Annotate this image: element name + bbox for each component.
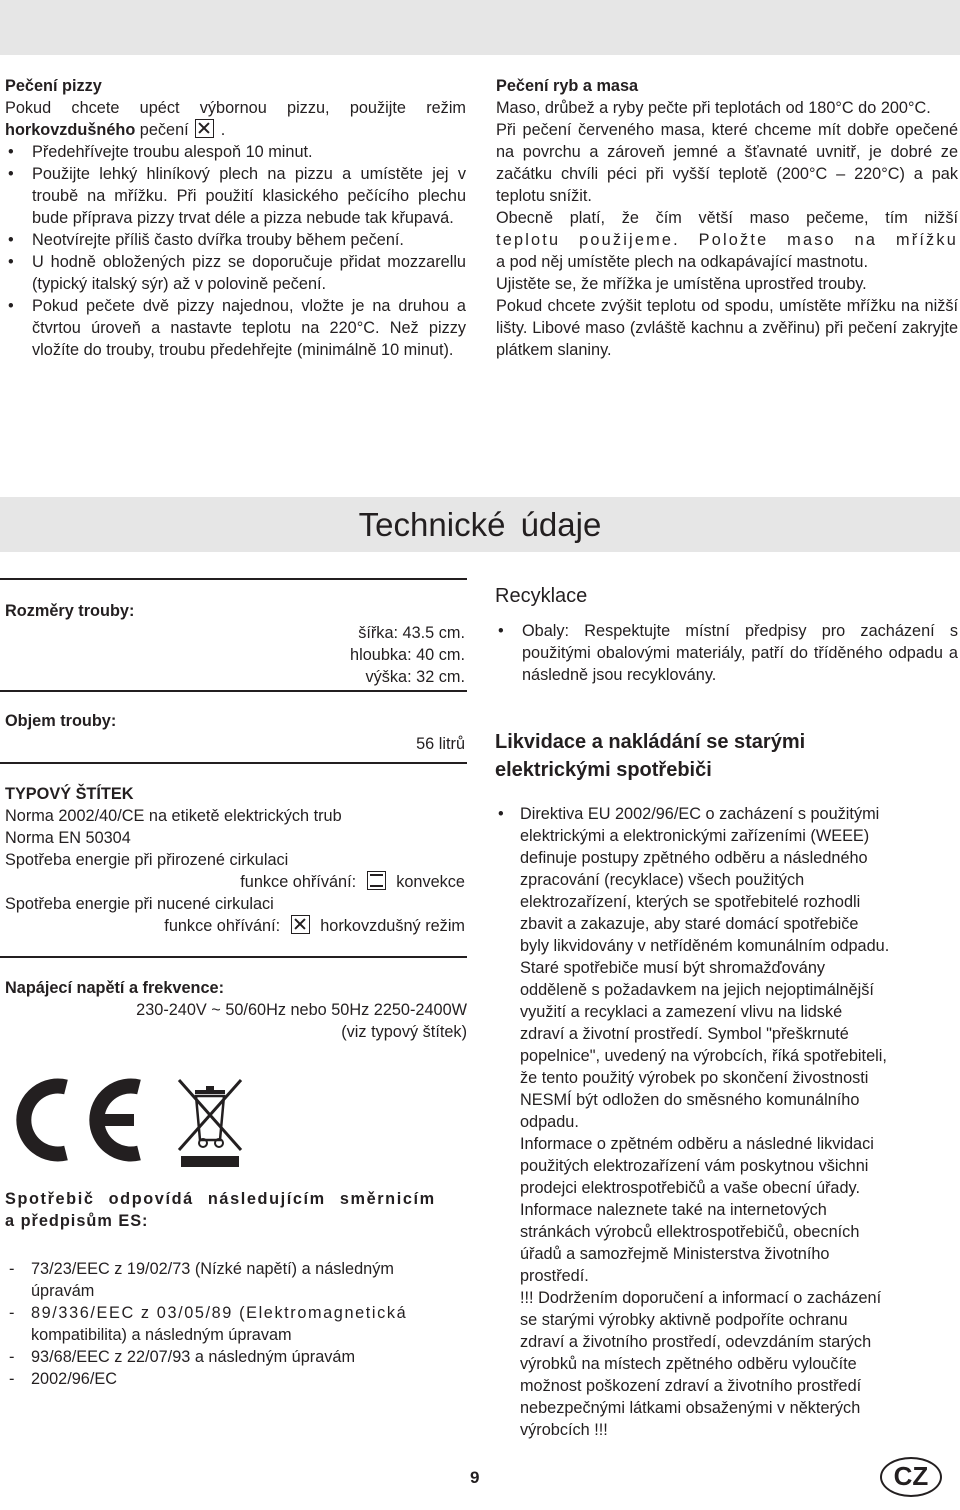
list-item: - 73/23/EEC z 19/02/73 (Nízké napětí) a následným úpravám	[9, 1260, 394, 1300]
text-line: prodejci elektrospotřebičů a vaše obecní úřady.	[520, 1179, 860, 1197]
power-note: (viz typový štítek)	[341, 1023, 467, 1041]
meat-title: Pečení ryb a masa	[496, 77, 639, 95]
conventional-oven-icon	[367, 871, 386, 890]
pizza-intro: Pokud chcete upéct výbornou pizzu, použijte režim	[5, 99, 466, 117]
text-line: možnost poškození zdraví a životního prostředí	[520, 1377, 862, 1395]
list-item: • Pokud pečete dvě pizzy najednou, vložte je na druhou a čtvrtou úroveň a nastavte teplotu na 220°C. Než pizzy vložíte do trouby, troubu předehřejte (minimálně 10 minut).	[5, 295, 466, 361]
text-line: Informace o zpětném odběru a následné likvidaci	[520, 1135, 874, 1153]
text-line: zbavit a zakazuje, aby staré domácí spotřebiče	[520, 915, 859, 933]
dims-values	[260, 622, 465, 688]
list-item: - 93/68/EEC z 22/07/93 a následným úpravám	[9, 1348, 356, 1366]
dims-depth: hloubka: 40 cm.	[350, 646, 465, 664]
text-line: úřadů a samozřejmě Ministerstva životního	[520, 1245, 830, 1263]
divider	[0, 690, 467, 692]
natural-mode-line: funkce ohřívání: konvekce	[240, 873, 465, 891]
paragraph: Maso, drůbež a ryby pečte při teplotách od 180°C do 200°C.	[496, 99, 931, 117]
top-band	[0, 0, 960, 55]
paragraph: Při pečení červeného masa, které chceme mít dobře opečené na povrchu a zároveň jemné a šťavnaté uvnitř, je dobré ze začátku chvíli péci při vyšší teplotě (200°C – 220°C) a pak teplotu snížit.	[496, 121, 958, 205]
ce-mark	[4, 1072, 154, 1168]
text-line: prostředí.	[520, 1267, 589, 1285]
divider	[0, 762, 467, 764]
pizza-intro-line2: horkovzdušného pečení .	[5, 121, 226, 139]
plate-line: Spotřeba energie při přirozené cirkulaci	[5, 851, 289, 869]
ce-logo	[4, 1072, 154, 1168]
text-line: výrobcích !!!	[520, 1421, 608, 1439]
language-badge: CZ	[880, 1457, 942, 1497]
divider	[0, 578, 467, 580]
plate-line: Spotřeba energie při nucené cirkulaci	[5, 895, 274, 913]
power-value: 230-240V ~ 50/60Hz nebo 50Hz 2250-2400W	[136, 1001, 467, 1019]
text-line: elektrozařízení, kterých se spotřebitelé rozhodli	[520, 893, 861, 911]
recycle-title: Recyklace	[495, 585, 588, 607]
paragraph: Pokud chcete zvýšit teplotu od spodu, umístěte mřížku na nižší lišty. Libové maso (zvláště kachnu a zvěřinu) při pečení zakryjte plátkem slaniny.	[496, 297, 958, 359]
list-item: • Použijte lehký hliníkový plech na pizzu a umístěte jej v troubě na mřížku. Při použití klasického pečícího plechu bude příprava pizzy trvat déle a pizza nebude tak křupavá.	[5, 163, 466, 229]
text-line: odpadu.	[520, 1113, 579, 1131]
weee-bin-icon	[175, 1078, 245, 1170]
disposal-section	[495, 728, 958, 1441]
text-line: zdraví a životního prostředí, odevzdáním starých	[520, 1333, 872, 1351]
recycle-section	[495, 582, 958, 686]
text-line: použitých elektrozařízení vám poskytnou všichni	[520, 1157, 869, 1175]
pizza-title: Pečení pizzy	[5, 77, 102, 95]
forced-mode-line: funkce ohřívání: horkovzdušný režim	[164, 917, 465, 935]
dims-label: Rozměry trouby:	[5, 602, 135, 620]
directives-title: Spotřebič odpovídá následujícím směrnicím	[5, 1190, 436, 1208]
directives-section	[5, 1188, 467, 1390]
volume-label: Objem trouby:	[5, 712, 117, 730]
list-item: • Neotvírejte příliš často dvířka trouby během pečení.	[5, 229, 466, 251]
text-line: elektrickými a elektronickými zařízeními (WEEE)	[520, 827, 870, 845]
text-line: !!! Dodržením doporučení a informací o zacházení	[520, 1289, 882, 1307]
list-item: - 89/336/EEC z 03/05/89 (Elektromagnetická kompatibilita) a následným úpravam	[9, 1304, 408, 1344]
text-line: odděleně s požadavkem na jejich nejoptimálnější	[520, 981, 874, 999]
recycle-list	[495, 620, 958, 686]
text-line: Staré spotřebiče musí být shromažďovány	[520, 959, 826, 977]
text-line: zdraví a životní prostředí. Symbol "přeškrnuté	[520, 1025, 849, 1043]
fan-oven-icon	[291, 915, 310, 934]
disposal-text: • Direktiva EU 2002/96/EC o zacházení s použitými elektrickými a elektronickými zařízeními (WEEE) definuje postupy zpětného odběru a následného zpracování (recyklace) všech použitých elektrozařízení, kterých se spotřebitelé rozhodli zbavit a zakazuje, aby staré domácí spotřebiče byly likvidovány v netříděném komunálním odpadu. Staré spotřebiče musí být shromažďovány odděleně s požadavkem na jejich nejoptimálnější využití a recyklaci a zamezení vlivu na lidské zdraví a životní prostředí. Symbol "přeškrnuté popelnice", uvedený na výrobcích, říká spotřebiteli, že tento použitý výrobek po skončení živostnosti NESMÍ být odložen do směsného komunálního odpadu. Informace o zpětném odběru a následné likvidaci použitých elektrozařízení vám poskytnou všichni prodejci elektrospotřebičů a vaše obecní úřady. Informace naleznete také na internetových stránkách výrobců ellektrospotřebičů, obecních úřadů a samozřejmě Ministerstva životního prostředí. !!! Dodržením doporučení a informací o zacházení se starými výrobky aktivně podpoříte ochranu zdraví a životního prostředí, odevzdáním starých výrobků na místech zpětného odběru vyloučíte možnost poškození zdraví a životního prostředí nebezpečnými látkami obsaženými v některých výrobcích !!!	[495, 803, 958, 1441]
text-line: Informace naleznete také na internetových	[520, 1201, 827, 1219]
list-item: • Obaly: Respektujte místní předpisy pro zacházení s použitými obalovými materiály, patří do tříděného odpadu a následně jsou recyklovány.	[495, 620, 958, 686]
paragraph: Ujistěte se, že mřížka je umístěna uprostřed trouby.	[496, 275, 867, 293]
divider	[0, 956, 467, 958]
text-line: zpracování (recyklace) všech použitých	[520, 871, 805, 889]
power-label: Napájecí napětí a frekvence:	[5, 979, 224, 997]
pizza-tips-list	[5, 141, 466, 361]
text-line: využití a recyklaci a zamezení vlivu na lidské	[520, 1003, 843, 1021]
paragraph: Obecně platí, že čím větší maso pečeme, tím nižší	[496, 209, 958, 227]
text-line: popelnice", uvedený na výrobcích, říká spotřebiteli,	[520, 1047, 887, 1065]
list-item: - 2002/96/EC	[9, 1370, 117, 1388]
directives-title-2: a předpisům ES:	[5, 1212, 149, 1230]
power-section	[5, 977, 467, 1043]
directives-list	[5, 1258, 467, 1390]
text-line: výrobků na místech zpětného odběru vyloučíte	[520, 1355, 857, 1373]
volume-value: 56 litrů	[416, 735, 465, 753]
pizza-section	[5, 75, 466, 361]
type-plate-section	[5, 783, 467, 937]
meat-section	[496, 75, 958, 361]
text-line: byly likvidovány v netříděném komunálním odpadu.	[520, 937, 890, 955]
dims-width: šířka: 43.5 cm.	[358, 624, 465, 642]
crossed-bin-icon	[175, 1078, 245, 1170]
type-plate-title: TYPOVÝ ŠTÍTEK	[5, 785, 134, 803]
page-number: 9	[470, 1468, 480, 1487]
text-line: se starými výrobky aktivně podpoříte ochranu	[520, 1311, 848, 1329]
paragraph: teplotu použijeme. Položte maso na mřížku	[496, 231, 958, 249]
text-line: že tento použitý výrobek po skončení živostnosti	[520, 1069, 869, 1087]
dims-height: výška: 32 cm.	[365, 668, 465, 686]
text-line: nebezpečnými látkami obsaženými v některých	[520, 1399, 861, 1417]
fan-oven-icon	[195, 119, 214, 138]
paragraph: a pod něj umístěte plech na odkapávající mastnotu.	[496, 253, 868, 271]
disposal-title: Likvidace a nakládání se starými	[495, 731, 806, 753]
text-line: Direktiva EU 2002/96/EC o zacházení s použitými	[520, 805, 880, 823]
list-item: • U hodně obložených pizz se doporučuje přidat mozzarellu (typický italský sýr) až v polovině pečení.	[5, 251, 466, 295]
text-line: definuje postupy zpětného odběru a následného	[520, 849, 868, 867]
banner-title: Technické údaje	[358, 506, 602, 543]
text-line: stránkách výrobců ellektrospotřebičů, obecních	[520, 1223, 860, 1241]
list-item: • Předehřívejte troubu alespoň 10 minut.	[5, 141, 466, 163]
plate-line: Norma EN 50304	[5, 829, 131, 847]
text-line: NESMÍ být odložen do směsného komunálního	[520, 1091, 860, 1109]
disposal-title-2: elektrickými spotřebiči	[495, 759, 712, 781]
plate-line: Norma 2002/40/CE na etiketě elektrických trub	[5, 807, 342, 825]
